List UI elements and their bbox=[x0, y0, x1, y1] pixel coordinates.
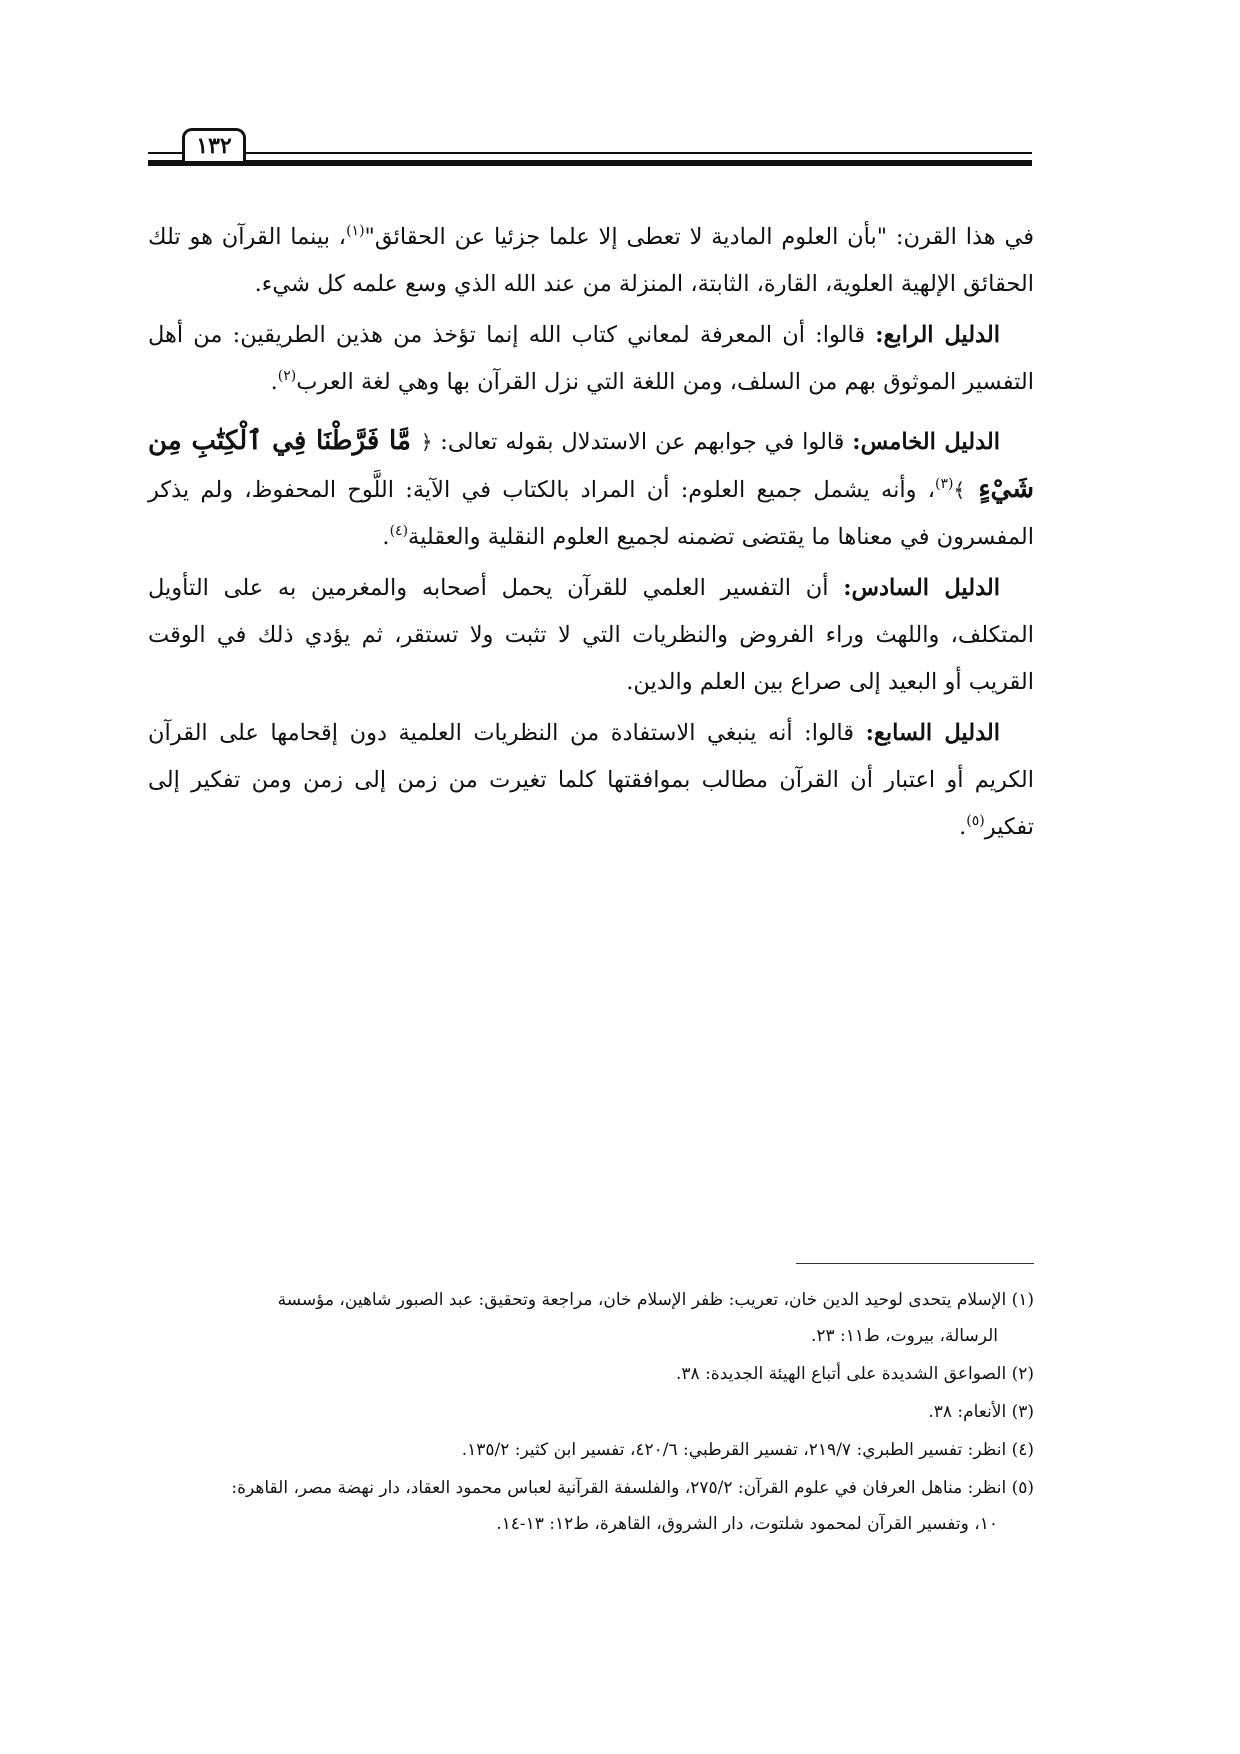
footnote-ref[interactable]: (٣) bbox=[935, 476, 954, 492]
evidence-heading: الدليل الخامس: bbox=[852, 429, 1000, 455]
page-number: ١٣٢ bbox=[182, 128, 246, 161]
verse-close-ornament: ﴾ bbox=[953, 478, 966, 502]
footnote-ref[interactable]: (١) bbox=[346, 223, 365, 239]
paragraph-evidence-6 bbox=[148, 565, 1034, 706]
footnote-text-continued: الرسالة، بيروت، ط١١: ٢٣. bbox=[810, 1326, 998, 1346]
paragraph-text: . bbox=[382, 524, 390, 550]
footnote-text: (٥) انظر: مناهل العرفان في علوم القرآن: ٢٧٥/٢، والفلسفة القرآنية لعباس محمود العقاد، دار نهضة مصر، القاهرة: bbox=[231, 1478, 1034, 1498]
footnote-2 bbox=[148, 1356, 1034, 1392]
footnote-separator bbox=[796, 1263, 1034, 1264]
paragraph-continuation bbox=[148, 214, 1034, 308]
footnote-text-continued: ١٠، وتفسير القرآن لمحمود شلتوت، دار الشروق، القاهرة، ط١٢: ١٣-١٤. bbox=[496, 1514, 998, 1534]
paragraph-evidence-4 bbox=[148, 312, 1034, 406]
evidence-heading: الدليل الرابع: bbox=[875, 322, 1000, 348]
footnotes bbox=[148, 1282, 1034, 1544]
verse-open-ornament: ﴿ bbox=[420, 430, 433, 454]
paragraph-text: قالوا: أنه ينبغي الاستفادة من النظريات العلمية دون إقحامها على القرآن الكريم أو اعتبار أن القرآن مطالب بموافقتها كلما تغيرت من زمن إلى زمن ومن تفكير إلى تفكير bbox=[148, 720, 1034, 840]
footnote-text: (٣) الأنعام: ٣٨. bbox=[928, 1402, 1034, 1422]
paragraph-text: قالوا: أن المعرفة لمعاني كتاب الله إنما تؤخذ من هذين الطريقين: من أهل التفسير الموثوق بهم من السلف، ومن اللغة التي نزل القرآن بها وهي لغة العرب bbox=[148, 322, 1034, 395]
paragraph-text: ، وأنه يشمل جميع العلوم: أن المراد بالكتاب في الآية: اللَّوح المحفوظ، ولم يذكر المفسرون في معناها ما يقتضى تضمنه لجميع العلوم النقلية والعقلية bbox=[148, 477, 1034, 550]
footnote-5 bbox=[148, 1470, 1034, 1542]
paragraph-text: في هذا القرن: "بأن العلوم المادية لا تعطى إلا علما جزئيا عن الحقائق" bbox=[364, 224, 1034, 250]
footnote-3 bbox=[148, 1394, 1034, 1430]
footnote-ref[interactable]: (٤) bbox=[389, 523, 409, 539]
paragraph-text: قالوا في جوابهم عن الاستدلال بقوله تعالى: bbox=[432, 429, 853, 455]
footnote-text: (٤) انظر: تفسير الطبري: ٢١٩/٧، تفسير القرطبي: ٤٢٠/٦، تفسير ابن كثير: ١٣٥/٢. bbox=[461, 1440, 1034, 1460]
footnote-1 bbox=[148, 1282, 1034, 1354]
paragraph-text: . bbox=[270, 369, 278, 395]
paragraph-text: ، بينما القرآن هو تلك الحقائق الإلهية العلوية، القارة، الثابتة، المنزلة من عند الله الذي وسع علمه كل شيء. bbox=[148, 224, 1034, 297]
footnote-text: (٢) الصواعق الشديدة على أتباع الهيئة الجديدة: ٣٨. bbox=[676, 1364, 1034, 1384]
quran-verse: مَّا فَرَّطْنَا فِي ٱلْكِتَٰبِ مِن شَيْءٍ bbox=[148, 426, 1035, 504]
header-rule-thick bbox=[148, 160, 1032, 166]
footnote-ref[interactable]: (٢) bbox=[277, 368, 297, 384]
paragraph-text: . bbox=[959, 814, 967, 840]
footnote-text: (١) الإسلام يتحدى لوحيد الدين خان، تعريب: ظفر الإسلام خان، مراجعة وتحقيق: عبد الصبور شاهين، مؤسسة bbox=[277, 1290, 1034, 1310]
paragraph-evidence-7 bbox=[148, 710, 1034, 851]
footnote-4 bbox=[148, 1432, 1034, 1468]
paragraph-text: أن التفسير العلمي للقرآن يحمل أصحابه والمغرمين به على التأويل المتكلف، واللهث وراء الفروض والنظريات التي لا تثبت ولا تستقر، ثم يؤدي ذلك في الوقت القريب أو البعيد إلى صراع بين العلم والدين. bbox=[148, 575, 1034, 695]
header-rule-thin bbox=[148, 152, 1032, 154]
paragraph-evidence-5 bbox=[148, 418, 1034, 561]
footnote-ref[interactable]: (٥) bbox=[966, 813, 985, 829]
main-text bbox=[148, 214, 1034, 855]
evidence-heading: الدليل السابع: bbox=[865, 720, 1000, 746]
evidence-heading: الدليل السادس: bbox=[843, 575, 1000, 601]
